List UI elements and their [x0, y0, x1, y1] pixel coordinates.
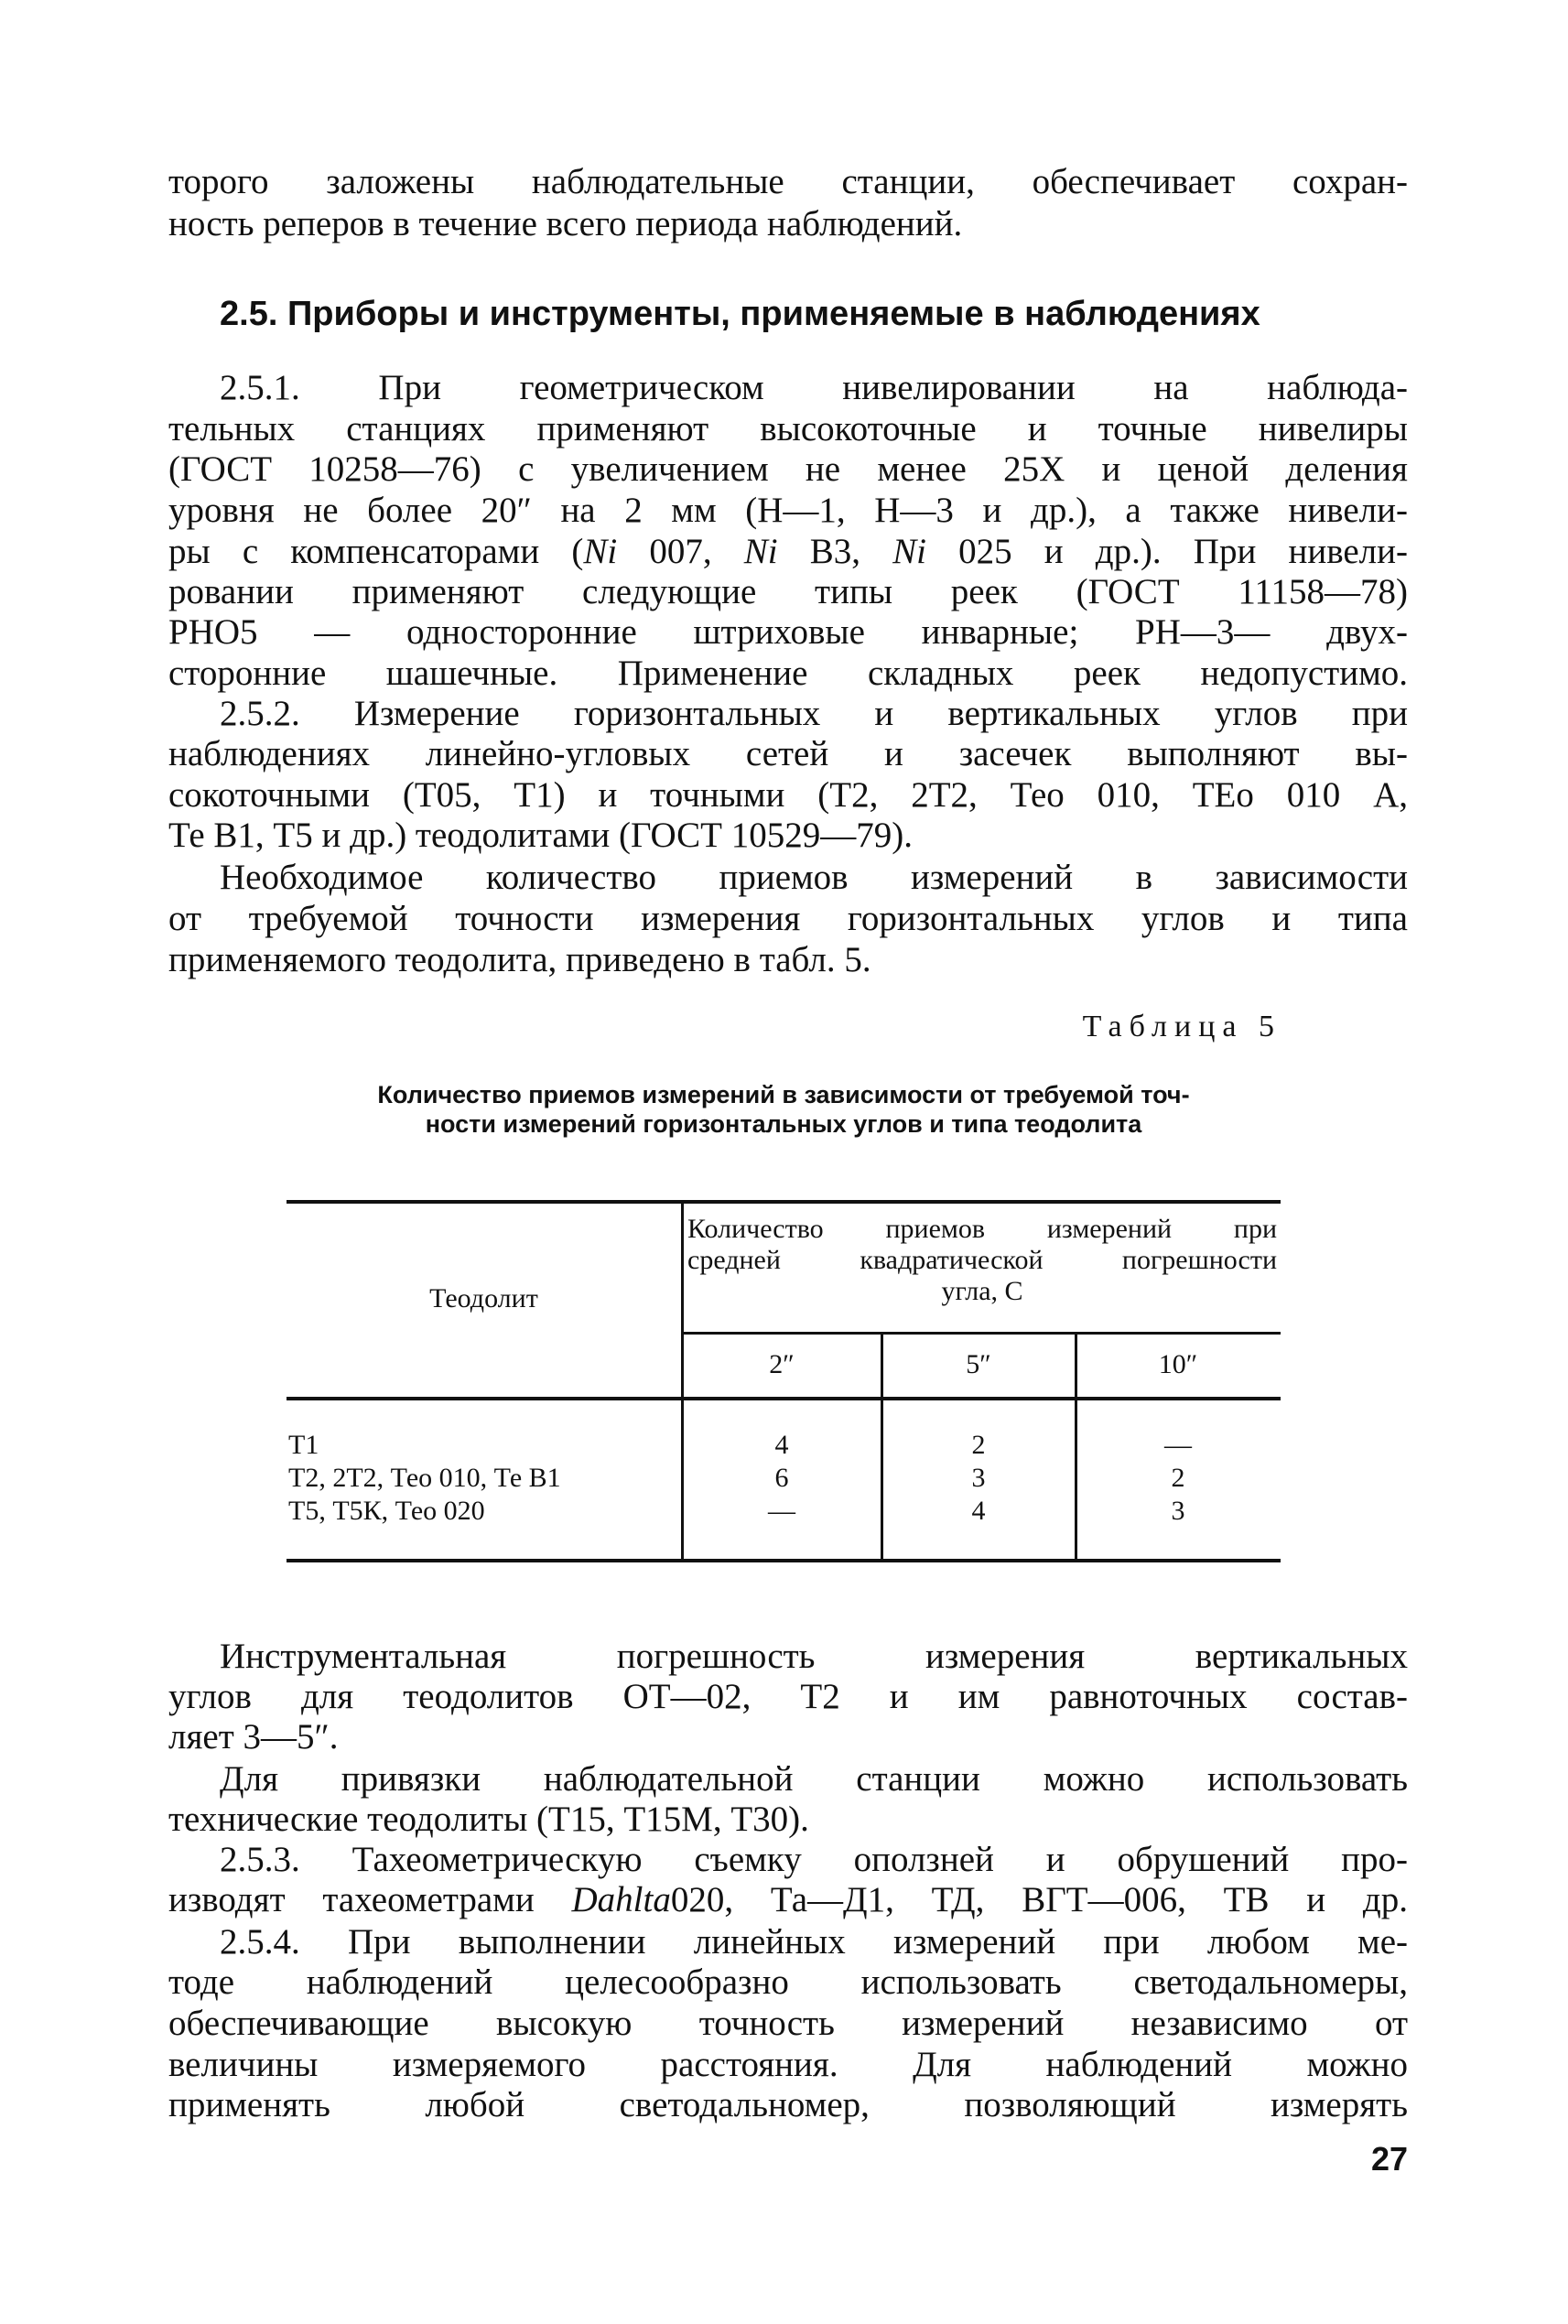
table-5	[287, 1200, 1281, 1562]
row-value: 4	[971, 1496, 986, 1526]
caption-line: Количество приемов измерений в зависимости от требуемой точ-	[377, 1081, 1190, 1108]
row-value: 2	[971, 1430, 986, 1460]
text-segment: ровании применяют следующие типы реек (ГОСТ 11158—78)	[168, 572, 1408, 611]
row-theodolite: Т5, Т5К, Тео 020	[288, 1496, 485, 1526]
table-rule-top	[287, 1200, 1281, 1204]
text-segment: углов для теодолитов ОТ—02, Т2 и им равноточных состав-	[168, 1677, 1408, 1716]
text-line	[168, 653, 1408, 695]
text-line	[168, 531, 1408, 573]
text-segment: тельных станциях применяют высокоточные и точные нивелиры	[168, 409, 1408, 449]
text-line	[220, 693, 1408, 735]
text-segment: технические теодолиты (Т15, Т15М, Т30).	[168, 1800, 809, 1839]
text-line	[220, 1839, 1408, 1881]
text-segment: 007,	[617, 532, 744, 571]
row-value: 2	[1171, 1463, 1185, 1493]
page-number: 27	[1370, 2140, 1408, 2178]
caption-line: ности измерений горизонтальных углов и типа теодолита	[425, 1110, 1142, 1138]
subheader-10: 10″	[1158, 1349, 1198, 1379]
table-rule-bottom	[287, 1559, 1281, 1562]
text-line	[168, 1962, 1408, 2004]
text-line	[168, 1676, 1408, 1718]
text-segment: сокоточными (Т05, Т1) и точными (Т2, 2Т2, Тео 010, ТЕо 010 А,	[168, 775, 1408, 815]
subheader-2: 2″	[769, 1349, 795, 1379]
text-line	[168, 449, 1408, 491]
text-segment: 020, Та—Д1, ТД, ВГТ—006, ТВ и др.	[670, 1880, 1408, 1919]
text-line	[168, 898, 1408, 940]
text-line	[168, 1716, 1408, 1758]
italic-text: Ni	[583, 532, 618, 571]
text-line	[220, 1636, 1408, 1678]
text-segment: ляет 3—5″.	[168, 1717, 339, 1757]
text-line	[220, 857, 1408, 899]
text-line	[220, 1758, 1408, 1800]
text-segment: Инструментальная погрешность измерения вертикальных	[220, 1637, 1408, 1676]
text-line	[168, 2044, 1408, 2086]
row-value: 6	[774, 1463, 789, 1493]
text-line	[168, 1879, 1408, 1921]
table-rule-sub	[682, 1332, 1281, 1335]
text-segment: 2.5.2. Измерение горизонтальных и вертикальных углов при	[220, 694, 1408, 733]
section-heading: 2.5. Приборы и инструменты, применяемые в наблюдениях	[220, 295, 1260, 333]
text-line	[168, 1799, 1408, 1841]
text-segment: применяемого теодолита, приведено в табл. 5.	[168, 940, 871, 979]
text-segment: сторонние шашечные. Применение складных реек недопустимо.	[168, 654, 1408, 693]
row-theodolite: Т1	[288, 1430, 319, 1460]
text-segment: (ГОСТ 10258—76) с увеличением не менее 25X и ценой деления	[168, 449, 1408, 489]
text-segment: применять любой светодальномер, позволяющий измерять	[168, 2085, 1408, 2124]
text-line: ность реперов в течение всего периода наблюдений.	[168, 204, 963, 243]
italic-text: Dahlta	[571, 1880, 671, 1919]
table-label: Таблица 5	[1082, 1010, 1281, 1043]
text-line	[168, 408, 1408, 450]
text-line	[168, 571, 1408, 613]
text-line: торого заложены наблюдательные станции, обеспечивает сохран-	[168, 162, 1408, 201]
text-segment: Для привязки наблюдательной станции можно использовать	[220, 1759, 1408, 1799]
text-segment: уровня не более 20″ на 2 мм (Н—1, Н—3 и др.), а также нивели-	[168, 491, 1408, 530]
text-segment: от требуемой точности измерения горизонтальных углов и типа	[168, 899, 1408, 938]
text-segment: 2.5.3. Тахеометрическую съемку оползней и обрушений про-	[220, 1840, 1408, 1879]
text-segment: изводят тахеометрами	[168, 1880, 572, 1919]
text-segment: наблюдениях линейно-угловых сетей и засечек выполняют вы-	[168, 734, 1408, 773]
row-value: —	[768, 1496, 795, 1526]
text-line	[168, 611, 1408, 654]
italic-text: Ni	[892, 532, 927, 571]
text-line	[168, 490, 1408, 532]
text-segment: 025 и др.). При нивели-	[926, 532, 1409, 571]
header-group-line: Количество приемов измерений при	[687, 1214, 1277, 1244]
text-line	[168, 774, 1408, 816]
text-segment: ры с компенсаторами (	[168, 532, 584, 571]
text-line	[168, 2084, 1408, 2126]
text-segment: обеспечивающие высокую точность измерений независимо от	[168, 2004, 1408, 2043]
row-value: 3	[971, 1463, 986, 1493]
text-line	[168, 2003, 1408, 2045]
text-line	[168, 939, 1408, 981]
header-group-line: угла, С	[941, 1276, 1023, 1306]
row-theodolite: Т2, 2Т2, Тео 010, Те В1	[288, 1463, 561, 1493]
table-caption	[287, 1080, 1281, 1139]
header-theodolite: Теодолит	[429, 1283, 538, 1313]
row-value: —	[1164, 1430, 1192, 1460]
text-segment: В3,	[777, 532, 893, 571]
italic-text: Ni	[743, 532, 778, 571]
subheader-5: 5″	[966, 1349, 991, 1379]
text-segment: 2.5.4. При выполнении линейных измерений при любом ме-	[220, 1922, 1408, 1962]
text-segment: Те В1, Т5 и др.) теодолитами (ГОСТ 10529—79).	[168, 816, 913, 855]
header-group-line: средней квадратической погрешности	[687, 1245, 1277, 1275]
text-segment: тоде наблюдений целесообразно использовать светодальномеры,	[168, 1962, 1408, 2002]
text-segment: величины измеряемого расстояния. Для наблюдений можно	[168, 2045, 1408, 2084]
text-segment: Необходимое количество приемов измерений в зависимости	[220, 858, 1408, 897]
row-value: 3	[1171, 1496, 1185, 1526]
text-line	[220, 367, 1408, 409]
table-rule-header	[287, 1397, 1281, 1400]
text-line	[220, 1921, 1408, 1963]
row-value: 4	[774, 1430, 789, 1460]
text-line	[168, 815, 1408, 857]
text-segment: 2.5.1. При геометрическом нивелировании на наблюда-	[220, 368, 1408, 407]
text-segment: РНО5 — односторонние штриховые инварные; РН—3— двух-	[168, 612, 1408, 652]
text-line	[168, 733, 1408, 775]
